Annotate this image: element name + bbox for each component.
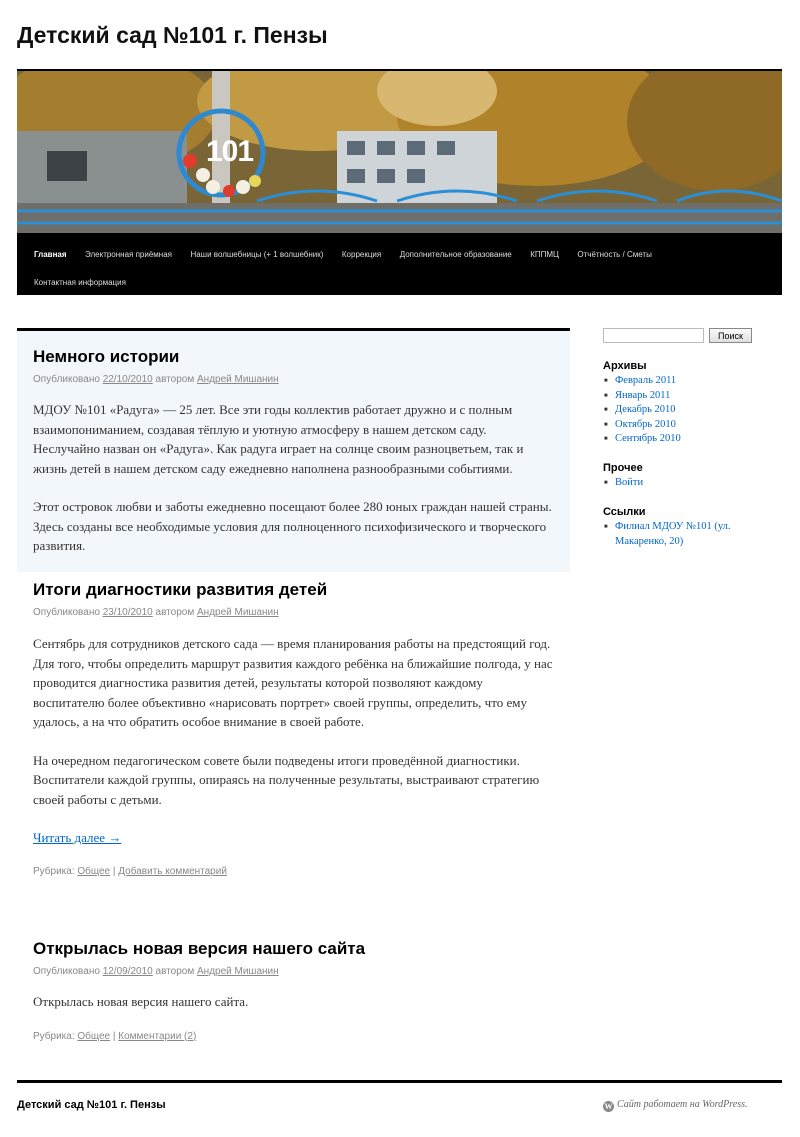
search-button[interactable]: Поиск: [709, 328, 752, 343]
post-date-link[interactable]: 23/10/2010: [102, 607, 153, 618]
post-author-link[interactable]: Андрей Мишанин: [197, 374, 279, 385]
branch-link[interactable]: Филиал МДОУ №101 (ул. Макаренко, 20): [615, 521, 731, 547]
post-new-site: [17, 939, 570, 1042]
other-title: Прочее: [603, 462, 643, 474]
post-meta: Опубликовано 22/10/2010 автором Андрей Мишанин: [33, 374, 279, 385]
nav-item-contacts[interactable]: Контактная информация: [34, 278, 126, 287]
nav-item-kppmc[interactable]: КППМЦ: [530, 250, 559, 259]
nav-item-staff[interactable]: Наши волшебницы (+ 1 волшебник): [190, 250, 324, 259]
main-nav: [17, 233, 782, 295]
links-title: Ссылки: [603, 506, 646, 518]
archive-link[interactable]: Сентябрь 2010: [615, 433, 681, 444]
post-meta: Опубликовано 12/09/2010 автором Андрей Мишанин: [33, 966, 279, 977]
nav-item-correction[interactable]: Коррекция: [341, 250, 382, 259]
nav-item-extra-education[interactable]: Дополнительное образование: [399, 250, 512, 259]
post-date-link[interactable]: 22/10/2010: [102, 374, 153, 385]
post-utility: Рубрика: Общее | Добавить комментарий: [33, 865, 227, 877]
archive-link[interactable]: Февраль 2011: [615, 375, 677, 386]
post-content: [33, 992, 554, 1012]
read-more-link[interactable]: Читать далее →: [33, 830, 122, 845]
footer-site-title[interactable]: Детский сад №101 г. Пензы: [17, 1099, 166, 1111]
list-item: [603, 418, 681, 433]
post-title[interactable]: Итоги диагностики развития детей: [33, 580, 328, 599]
post-title[interactable]: Открылась новая версия нашего сайта: [33, 939, 366, 958]
more-link-row: [33, 828, 554, 848]
nav-item-reports[interactable]: Отчётность / Сметы: [577, 250, 652, 259]
list-item: [603, 432, 681, 447]
list-item: [603, 476, 643, 491]
header-image: [17, 69, 782, 233]
footer-credit: [603, 1099, 747, 1112]
archives-title: Архивы: [603, 360, 647, 372]
post-meta: Опубликовано 23/10/2010 автором Андрей Мишанин: [33, 607, 279, 618]
archive-link[interactable]: Декабрь 2010: [615, 404, 676, 415]
post-paragraph: МДОУ №101 «Радуга» — 25 лет. Все эти годы коллектив работает дружно и с полным взаимопониманием, создавая тёплую и уютную атмосферу в нашем детском саду. Неслучайно назван он «Радуга». Как радуга играет на солнце своим разноцветьем, так и жизнь детей в нашем детском саду ежедневно наполнена разнообразными событиями.: [33, 402, 524, 476]
add-comment-link[interactable]: Добавить комментарий: [118, 865, 227, 877]
logo-text: 101: [206, 135, 254, 168]
list-item: [603, 403, 681, 418]
post-paragraph: Сентябрь для сотрудников детского сада — время планирования работы на предстоящий год. Для того, чтобы определить маршрут развития каждого ребёнка на ближайшие полгода, у нас проводится диагностика развития детей, результаты которой позволяют каждому воспитателю более объективно «нарисовать портрет» своей группы, определить, что ему удалось, а на что обратить особое внимание в своей работе.: [33, 636, 553, 729]
footer-divider: [17, 1080, 782, 1083]
list-item: [603, 389, 681, 404]
post-paragraph: На очередном педагогическом совете были подведены итоги проведённой диагностики. Воспитатели каждой группы, опираясь на полученные результаты, выстраивают стратегию своей работы с детьми.: [33, 752, 540, 807]
search-input[interactable]: [603, 328, 704, 343]
wordpress-link[interactable]: Сайт работает на WordPress.: [617, 1099, 748, 1110]
post-title[interactable]: Немного истории: [33, 347, 180, 366]
post-history: [17, 331, 570, 572]
category-link[interactable]: Общее: [77, 1030, 111, 1042]
post-author-link[interactable]: Андрей Мишанин: [197, 966, 279, 977]
post-content: [33, 634, 554, 848]
links-list: [603, 520, 773, 549]
archives-list: [603, 374, 681, 447]
post-author-link[interactable]: Андрей Мишанин: [197, 607, 279, 618]
post-paragraph: Этот островок любви и заботы ежедневно посещают более 280 юных граждан нашей страны. Здесь созданы все необходимые условия для полноценного психофизического и творческого развития.: [33, 499, 552, 553]
post-paragraph: Открылась новая версия нашего сайта.: [33, 994, 249, 1009]
nav-item-home[interactable]: Главная: [34, 250, 67, 259]
header-photo: [17, 71, 782, 233]
list-item: [603, 374, 681, 389]
post-date-link[interactable]: 12/09/2010: [102, 966, 153, 977]
post-diagnostics: [17, 580, 570, 877]
wordpress-icon: W: [604, 1102, 613, 1111]
list-item: [603, 520, 773, 549]
post-content: [33, 400, 554, 556]
other-list: [603, 476, 643, 491]
login-link[interactable]: Войти: [615, 477, 644, 488]
archive-link[interactable]: Октябрь 2010: [615, 418, 676, 430]
nav-item-reception[interactable]: Электронная приёмная: [85, 250, 172, 259]
comments-link[interactable]: Комментарии (2): [118, 1030, 197, 1042]
category-link[interactable]: Общее: [77, 865, 111, 877]
site-title[interactable]: Детский сад №101 г. Пензы: [17, 22, 328, 48]
archive-link[interactable]: Январь 2011: [615, 389, 671, 401]
post-utility: Рубрика: Общее | Комментарии (2): [33, 1030, 197, 1042]
